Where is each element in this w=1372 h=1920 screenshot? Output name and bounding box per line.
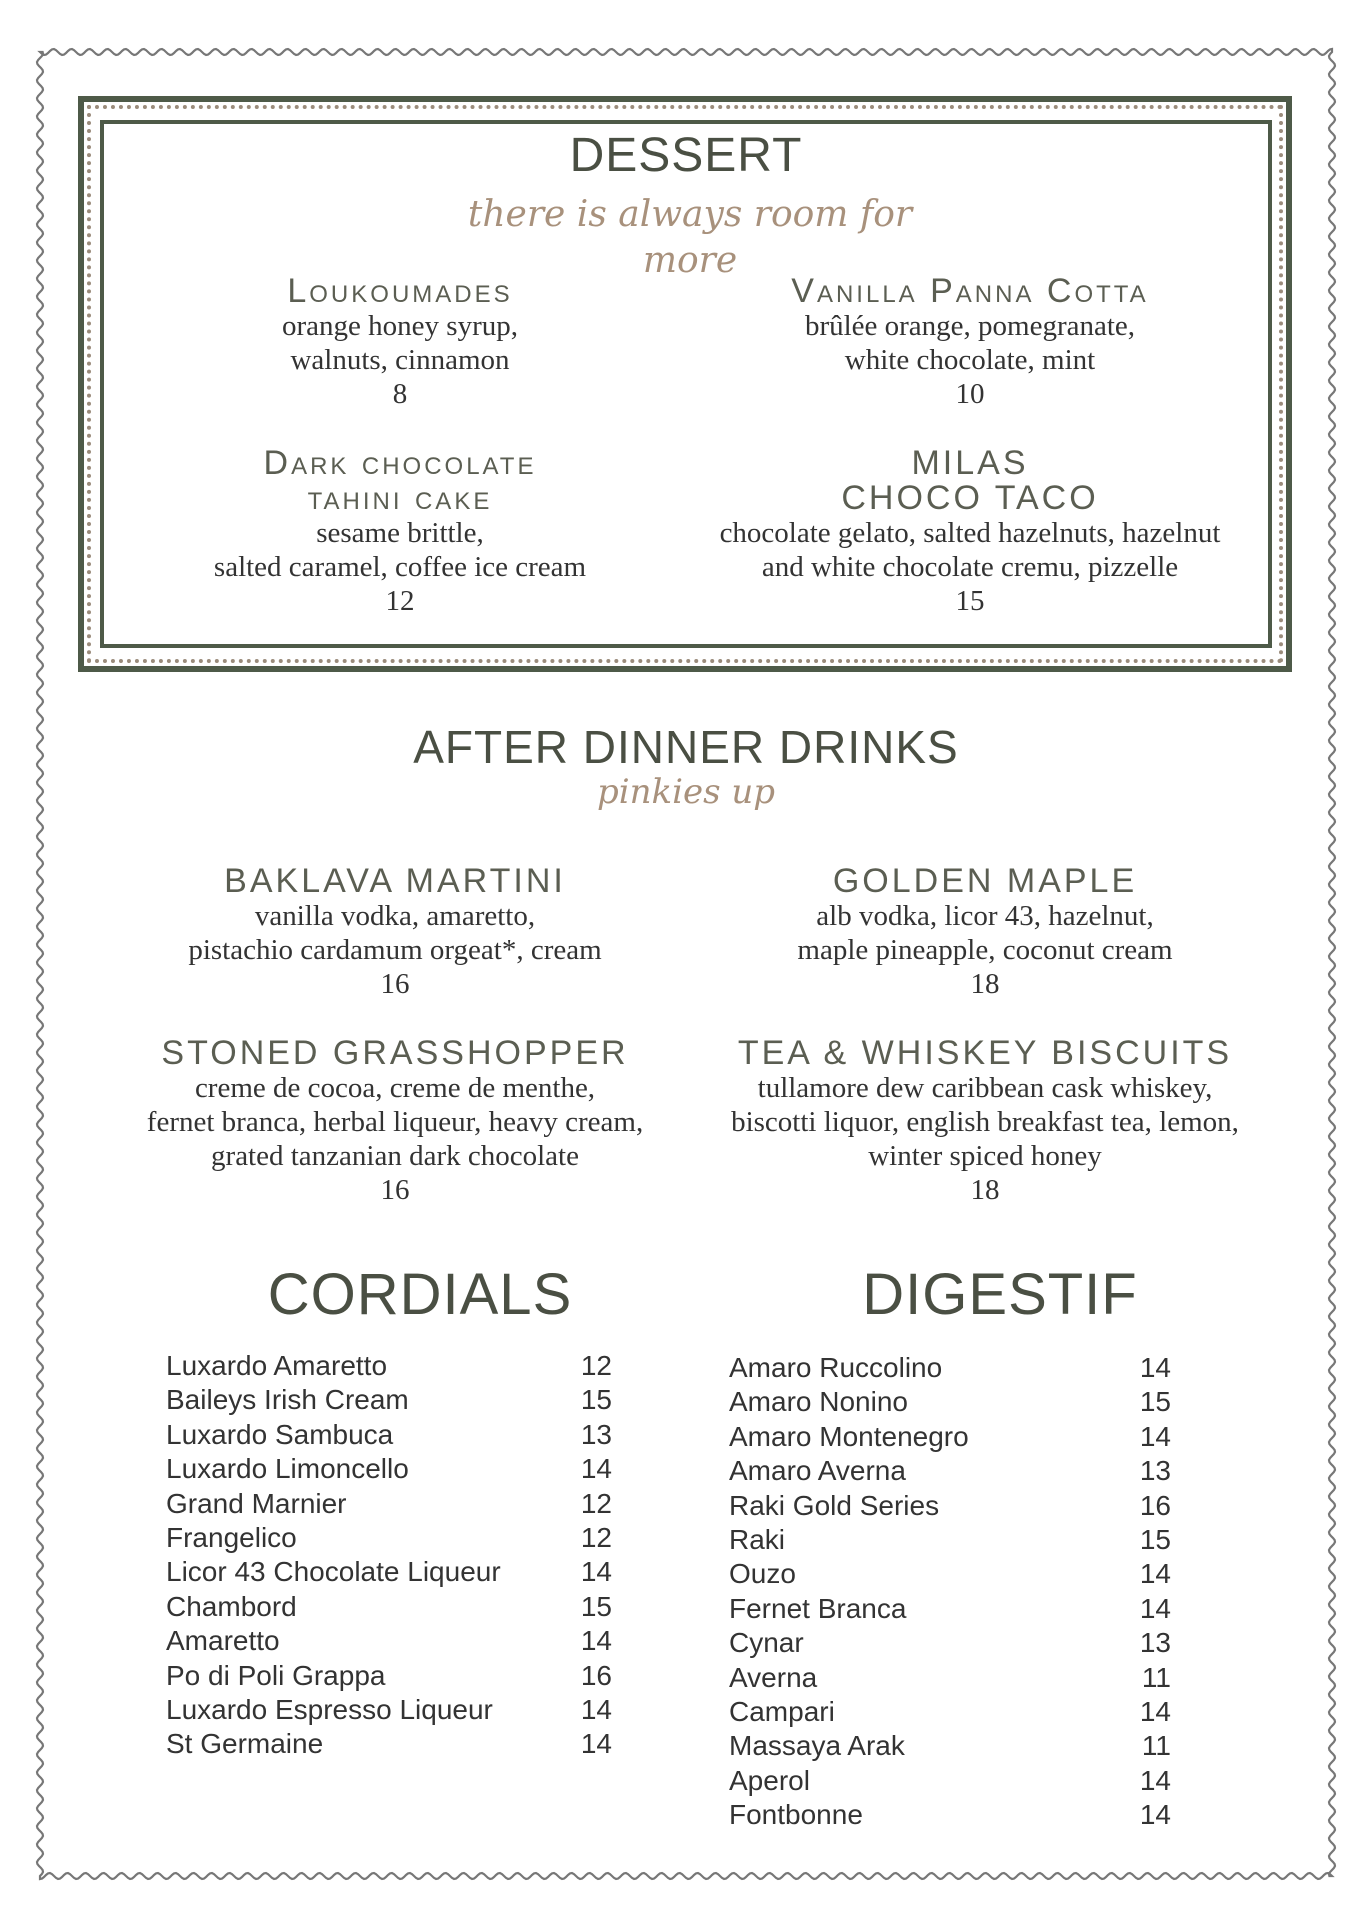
- drink-price: 14: [580, 1728, 612, 1760]
- dessert-title: DESSERT: [569, 129, 803, 182]
- list-item: [729, 1351, 1171, 1385]
- drink-name: Licor 43 Chocolate Liqueur: [166, 1556, 501, 1588]
- drink-price: 14: [580, 1625, 612, 1657]
- list-item: [166, 1452, 612, 1486]
- item-description: tullamore dew caribbean cask whiskey,: [757, 1072, 1213, 1104]
- item-price: 15: [955, 585, 985, 617]
- drink-name: Aperol: [729, 1764, 810, 1796]
- drink-price: 14: [1139, 1352, 1171, 1383]
- drink-name: Amaro Ruccolino: [729, 1352, 943, 1383]
- drink-price: 14: [1139, 1420, 1171, 1452]
- item-name: TEA & WHISKEY BISCUITS: [737, 1034, 1233, 1072]
- cordials-list: [166, 1349, 612, 1762]
- list-item: [729, 1420, 1171, 1454]
- drink-name: Cynar: [729, 1627, 804, 1659]
- list-item: [166, 1555, 612, 1589]
- drink-name: Frangelico: [166, 1521, 297, 1553]
- drink-item-stoned-grasshopper: [110, 1036, 680, 1207]
- drink-name: Raki Gold Series: [729, 1489, 940, 1521]
- item-description: white chocolate, mint: [844, 344, 1096, 376]
- item-name: MILAS: [911, 444, 1029, 482]
- drink-name: Amaro Nonino: [729, 1386, 908, 1418]
- drink-name: Amaro Montenegro: [729, 1420, 969, 1452]
- item-description: vanilla vodka, amaretto,: [254, 900, 536, 932]
- item-description: fernet branca, herbal liqueur, heavy cream,: [146, 1106, 644, 1138]
- dessert-item-choco-taco: [680, 446, 1260, 618]
- item-price: 18: [970, 1174, 1000, 1206]
- drink-name: Amaro Averna: [729, 1455, 906, 1487]
- list-item: [166, 1659, 612, 1693]
- item-description: chocolate gelato, salted hazelnuts, hazelnut: [719, 517, 1221, 549]
- item-description: grated tanzanian dark chocolate: [211, 1140, 579, 1172]
- drink-price: 14: [580, 1453, 612, 1485]
- list-item: [166, 1693, 612, 1727]
- drink-name: Massaya Arak: [729, 1730, 905, 1762]
- item-price: 16: [380, 968, 410, 1000]
- drink-price: 14: [1139, 1695, 1171, 1727]
- drink-price: 13: [1139, 1627, 1171, 1659]
- drink-name: Fontbonne: [729, 1799, 863, 1831]
- item-description: pistachio cardamum orgeat*, cream: [188, 934, 602, 966]
- digestif-list: [729, 1351, 1171, 1832]
- list-item: [729, 1454, 1171, 1488]
- drink-price: 14: [1139, 1558, 1171, 1590]
- list-item: [166, 1487, 612, 1521]
- drink-price: 11: [1141, 1730, 1171, 1762]
- after-dinner-title: AFTER DINNER DRINKS: [413, 721, 959, 773]
- drink-price: 12: [580, 1350, 612, 1381]
- list-item: [166, 1590, 612, 1624]
- item-price: 16: [380, 1174, 410, 1206]
- drink-name: Chambord: [166, 1590, 297, 1622]
- item-name: Vanilla Panna Cotta: [791, 272, 1149, 310]
- after-dinner-tagline: pinkies up: [596, 772, 776, 812]
- cordials-title: CORDIALS: [267, 1262, 573, 1327]
- drink-item-golden-maple: [740, 864, 1230, 1001]
- list-item: [729, 1385, 1171, 1419]
- dessert-tagline: there is always room for more: [467, 194, 913, 281]
- dessert-item-chocolate-cake: [160, 446, 640, 618]
- drink-item-tea-whiskey-biscuits: [695, 1036, 1275, 1207]
- list-item: [729, 1661, 1171, 1695]
- list-item: [166, 1624, 612, 1658]
- drink-price: 16: [580, 1659, 612, 1691]
- item-description: brûlée orange, pomegranate,: [804, 310, 1136, 342]
- drink-name: Amaretto: [166, 1625, 280, 1657]
- drink-name: Campari: [729, 1695, 835, 1727]
- drink-name: Po di Poli Grappa: [166, 1659, 386, 1691]
- drink-name: Ouzo: [729, 1558, 796, 1590]
- item-price: 8: [392, 378, 408, 410]
- drink-name: Baileys Irish Cream: [166, 1384, 409, 1416]
- item-description: creme de cocoa, creme de menthe,: [194, 1072, 596, 1104]
- item-name: BAKLAVA MARTINI: [224, 862, 566, 900]
- drink-name: St Germaine: [166, 1728, 324, 1760]
- drink-price: 13: [580, 1418, 612, 1450]
- drink-name: Luxardo Sambuca: [166, 1418, 394, 1450]
- list-item: [729, 1729, 1171, 1763]
- list-item: [166, 1383, 612, 1417]
- drink-name: Fernet Branca: [729, 1592, 907, 1624]
- list-item: [166, 1727, 612, 1761]
- item-description: orange honey syrup,: [282, 310, 518, 342]
- item-name: Loukoumades: [287, 272, 513, 310]
- list-item: [166, 1521, 612, 1555]
- list-item: [729, 1489, 1171, 1523]
- drink-name: Raki: [729, 1523, 786, 1555]
- drink-price: 12: [580, 1521, 612, 1553]
- drink-price: 15: [580, 1590, 612, 1622]
- item-description: alb vodka, licor 43, hazelnut,: [816, 900, 1154, 932]
- item-price: 10: [955, 378, 985, 410]
- list-item: [166, 1418, 612, 1452]
- list-item: [729, 1523, 1171, 1557]
- list-item: [729, 1764, 1171, 1798]
- drink-price: 16: [1139, 1489, 1171, 1521]
- drink-price: 15: [1139, 1523, 1171, 1555]
- item-name: tahini cake: [307, 479, 493, 517]
- list-item: [729, 1695, 1171, 1729]
- drink-name: Luxardo Limoncello: [166, 1453, 409, 1485]
- drink-price: 15: [1139, 1386, 1171, 1418]
- item-price: 18: [970, 968, 1000, 1000]
- item-price: 12: [385, 585, 415, 617]
- drink-price: 12: [580, 1487, 612, 1519]
- list-item: [166, 1349, 612, 1383]
- drink-price: 14: [1139, 1764, 1171, 1796]
- drink-name: Luxardo Espresso Liqueur: [166, 1693, 493, 1725]
- drink-price: 13: [1139, 1455, 1171, 1487]
- item-name: GOLDEN MAPLE: [832, 862, 1138, 900]
- drink-name: Luxardo Amaretto: [166, 1350, 388, 1381]
- drink-price: 14: [1139, 1592, 1171, 1624]
- item-description: salted caramel, coffee ice cream: [213, 551, 587, 583]
- drink-price: 14: [580, 1693, 612, 1725]
- item-description: and white chocolate cremu, pizzelle: [761, 551, 1179, 583]
- list-item: [729, 1626, 1171, 1660]
- item-name: CHOCO TACO: [841, 479, 1099, 517]
- drink-price: 15: [580, 1384, 612, 1416]
- dessert-item-loukoumades: [190, 274, 610, 411]
- item-description: maple pineapple, coconut cream: [797, 934, 1173, 966]
- list-item: [729, 1798, 1171, 1832]
- item-name: STONED GRASSHOPPER: [161, 1034, 629, 1072]
- item-name: Dark chocolate: [263, 444, 537, 482]
- digestif-title: DIGESTIF: [862, 1262, 1138, 1327]
- drink-price: 14: [580, 1556, 612, 1588]
- drink-price: 11: [1141, 1661, 1171, 1693]
- drink-price: 14: [1139, 1799, 1171, 1831]
- list-item: [729, 1592, 1171, 1626]
- item-description: sesame brittle,: [316, 517, 484, 549]
- drink-name: Grand Marnier: [166, 1487, 347, 1519]
- item-description: biscotti liquor, english breakfast tea, lemon,: [731, 1106, 1239, 1138]
- item-description: winter spiced honey: [868, 1140, 1102, 1172]
- list-item: [729, 1557, 1171, 1591]
- drink-item-baklava-martini: [150, 864, 640, 1001]
- drink-name: Averna: [729, 1661, 818, 1693]
- item-description: walnuts, cinnamon: [290, 344, 510, 376]
- dessert-item-panna-cotta: [720, 274, 1220, 411]
